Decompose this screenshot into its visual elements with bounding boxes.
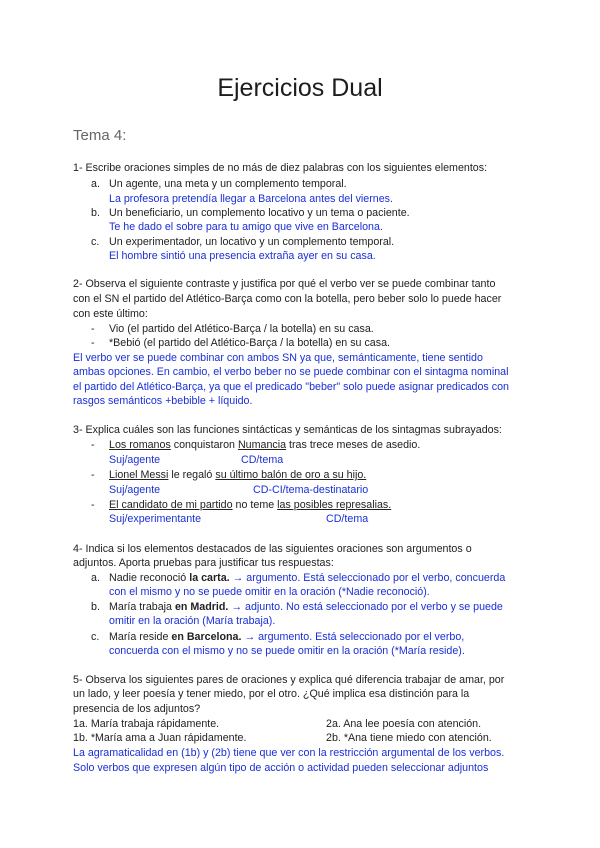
q2-item-2-text: *Bebió (el partido del Atlético-Barça / la botella) en su casa.	[109, 337, 391, 349]
q3-item-1-marker: -	[91, 439, 95, 451]
q2-prompt-line-1: 2- Observa el siguiente contraste y justifica por qué el verbo ver se puede combinar tanto	[73, 278, 496, 290]
q3-item-1-label-1: Suj/agente	[109, 454, 161, 466]
q2-answer-line-1: El verbo ver se puede combinar con ambos SN ya que, semánticamente, tiene sentido	[73, 352, 483, 364]
q4-item-c-answer-1: → argumento. Está seleccionado por el verbo,	[241, 631, 465, 643]
q1-answer-b: Te he dado el sobre para tu amigo que vive en Barcelona.	[109, 221, 383, 233]
q2-answer-line-4: rasgos semánticos +bebible + líquido.	[73, 395, 253, 407]
q2-item-1	[91, 322, 374, 336]
q3-prompt: 3- Explica cuáles son las funciones sintácticas y semánticas de los sintagmas subrayados:	[73, 424, 502, 436]
q3-item-3-label-2: CD/tema	[326, 513, 369, 525]
q3-item-3	[91, 498, 391, 512]
q4-item-b-marker: b.	[91, 601, 100, 613]
q4-item-b-answer-2: omitir en la oración (María trabaja).	[109, 615, 276, 627]
q2-prompt-line-2: con el SN el partido del Atlético-Barça como con la botella, pero beber solo lo puede hacer	[73, 293, 502, 305]
q3-item-2-label-1: Suj/agente	[109, 484, 161, 496]
q1-answer-a: La profesora pretendía llegar a Barcelona antes del viernes.	[109, 193, 393, 205]
q2-item-2-marker: -	[91, 337, 95, 349]
q3-item-2	[91, 468, 366, 482]
q5-prompt-line-3: presencia de los adjuntos?	[73, 703, 201, 715]
q3-item-1-label-2: CD/tema	[241, 454, 284, 466]
q1-item-b	[91, 206, 410, 220]
q4-item-a-marker: a.	[91, 572, 100, 584]
q1-prompt: 1- Escribe oraciones simples de no más de diez palabras con los siguientes elementos:	[73, 162, 488, 174]
section-heading: Tema 4:	[73, 127, 127, 144]
q1-item-a-marker: a.	[91, 178, 100, 190]
q2-answer-line-3: el partido del Atlético-Barça, ya que el predicado "beber" solo puede asignar predicados con	[73, 381, 509, 393]
q3-item-3-underlined-1: El candidato de mi partido	[109, 499, 233, 511]
q4-prompt-line-2: adjuntos. Aporta pruebas para justificar tus respuestas:	[73, 557, 334, 569]
q4-item-a-answer-1: → argumento. Está seleccionado por el verbo, concuerda	[229, 572, 506, 584]
q3-item-3-marker: -	[91, 499, 95, 511]
q4-item-a	[91, 571, 505, 585]
q2-item-1-marker: -	[91, 323, 95, 335]
q2-prompt-line-3: con este último:	[73, 308, 148, 320]
q5-answer-line-2: Solo verbos que expresen algún tipo de acción o actividad pueden seleccionar adjuntos	[73, 762, 489, 774]
q1-item-c-marker: c.	[91, 236, 100, 248]
q4-item-c-marker: c.	[91, 631, 100, 643]
q4-item-b-sentence: María trabaja	[109, 601, 175, 613]
q3-item-1-underlined-2: Numancia	[237, 439, 287, 451]
q3-item-2-label-2: CD-CI/tema-destinatario	[253, 484, 369, 496]
q4-item-b-highlight: en Madrid.	[174, 601, 229, 613]
q4-item-c-sentence: María reside	[109, 631, 172, 643]
q2-item-2	[91, 336, 390, 350]
q1-item-c-text: Un experimentador, un locativo y un complemento temporal.	[109, 236, 395, 248]
q3-item-2-underlined-2: su último balón de oro a su hijo.	[215, 469, 367, 481]
q5-prompt-line-2: un lado, y leer poesía y tener miedo, por el otro. ¿Qué implica esa distinción para la	[73, 688, 470, 700]
q1-item-b-text: Un beneficiario, un complemento locativo y un tema o paciente.	[109, 207, 410, 219]
q3-item-2-underlined-1: Lionel Messi	[109, 469, 169, 481]
q4-item-c-highlight: en Barcelona.	[171, 631, 242, 643]
q3-item-3-label-1: Suj/experimentante	[109, 513, 202, 525]
q3-item-3-underlined-2: las posibles represalias.	[277, 499, 392, 511]
q1-item-b-marker: b.	[91, 207, 100, 219]
q4-item-b	[91, 600, 503, 614]
q3-item-2-marker: -	[91, 469, 95, 481]
q5-sentence-2a: 2a. Ana lee poesía con atención.	[326, 718, 482, 730]
document-title: Ejercicios Dual	[217, 74, 383, 102]
q5-sentence-1a: 1a. María trabaja rápidamente.	[73, 718, 220, 730]
q5-sentence-1b: 1b. *María ama a Juan rápidamente.	[73, 732, 247, 744]
q2-item-1-text: Vio (el partido del Atlético-Barça / la botella) en su casa.	[109, 323, 374, 335]
q4-item-c-answer-2: concuerda con el mismo y no se puede omitir en la oración (*María reside).	[109, 645, 465, 657]
q4-prompt-line-1: 4- Indica si los elementos destacados de las siguientes oraciones son argumentos o	[73, 543, 472, 555]
q1-item-a	[91, 177, 347, 191]
q3-item-3-verb: no teme	[232, 499, 278, 511]
q4-item-a-sentence: Nadie reconoció	[109, 572, 190, 584]
q3-item-1-verb: conquistaron	[170, 439, 238, 451]
q1-item-c	[91, 235, 394, 249]
q4-item-b-answer-1: → adjunto. No está seleccionado por el verbo y se puede	[228, 601, 503, 613]
q3-item-1	[91, 438, 420, 452]
q3-item-2-verb: le regaló	[168, 469, 216, 481]
q5-sentence-2b: 2b. *Ana tiene miedo con atención.	[326, 732, 492, 744]
q5-answer-line-1: La agramaticalidad en (1b) y (2b) tiene que ver con la restricción argumental de los verbos.	[73, 747, 505, 759]
q1-answer-c: El hombre sintió una presencia extraña ayer en su casa.	[109, 250, 376, 262]
q3-item-1-underlined-1: Los romanos	[109, 439, 171, 451]
q4-item-a-highlight: la carta.	[189, 572, 230, 584]
q1-item-a-text: Un agente, una meta y un complemento temporal.	[109, 178, 347, 190]
q4-item-c	[91, 630, 464, 644]
q4-item-a-answer-2: con el mismo y no se puede omitir en la oración (*Nadie reconoció).	[109, 586, 430, 598]
q5-prompt-line-1: 5- Observa los siguientes pares de oraciones y explica qué diferencia trabajar de amar, por	[73, 674, 505, 686]
q2-answer-line-2: ambas opciones. En cambio, el verbo beber no se puede combinar con el sintagma nominal	[73, 366, 509, 378]
q3-item-1-rest: tras trece meses de asedio.	[286, 439, 421, 451]
